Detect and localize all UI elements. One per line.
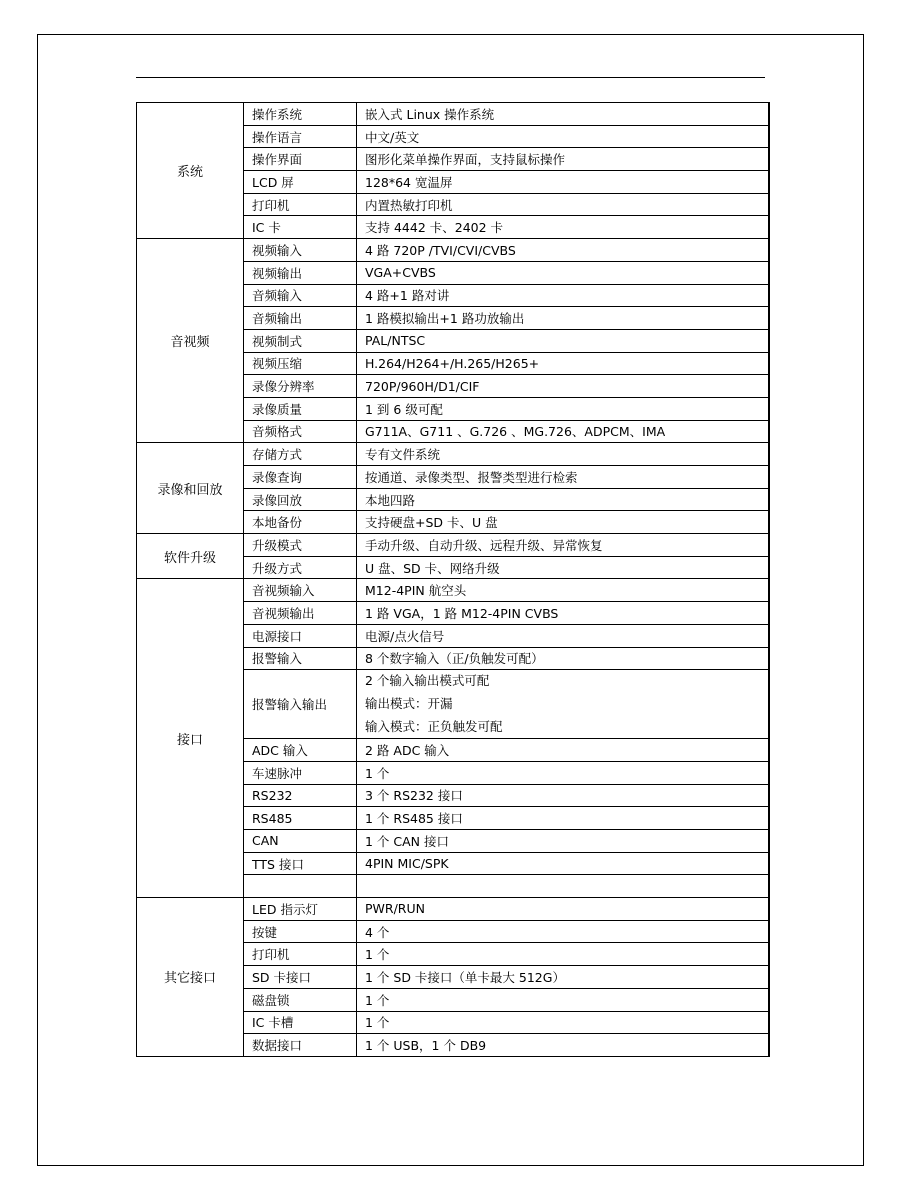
item-cell: 操作语言 — [244, 125, 357, 148]
value-cell: 4 路 720P /TVI/CVI/CVBS — [357, 239, 769, 262]
value-cell: 专有文件系统 — [357, 443, 769, 466]
table-row — [137, 534, 769, 557]
table-row — [137, 239, 769, 262]
value-cell: 支持 4442 卡、2402 卡 — [357, 216, 769, 239]
item-cell: 视频压缩 — [244, 352, 357, 375]
value-cell: 2 路 ADC 输入 — [357, 739, 769, 762]
value-cell: 1 个 SD 卡接口（单卡最大 512G） — [357, 966, 769, 989]
value-cell — [357, 875, 769, 898]
value-cell: 手动升级、自动升级、远程升级、异常恢复 — [357, 534, 769, 557]
category-cell: 音视频 — [137, 239, 244, 443]
item-cell: 音频格式 — [244, 420, 357, 443]
item-cell — [244, 875, 357, 898]
item-cell: 视频制式 — [244, 329, 357, 352]
value-cell: 电源/点火信号 — [357, 624, 769, 647]
item-cell: 录像查询 — [244, 466, 357, 489]
item-cell: ADC 输入 — [244, 739, 357, 762]
item-cell: 操作系统 — [244, 103, 357, 126]
table-row — [137, 443, 769, 466]
item-cell: 磁盘锁 — [244, 988, 357, 1011]
header-rule — [136, 77, 765, 78]
item-cell: RS232 — [244, 784, 357, 807]
value-cell: 嵌入式 Linux 操作系统 — [357, 103, 769, 126]
value-cell: VGA+CVBS — [357, 261, 769, 284]
item-cell: 视频输出 — [244, 261, 357, 284]
value-cell: 内置热敏打印机 — [357, 193, 769, 216]
value-cell: 1 个 RS485 接口 — [357, 807, 769, 830]
value-cell: 1 个 CAN 接口 — [357, 830, 769, 853]
value-cell: 4PIN MIC/SPK — [357, 852, 769, 875]
item-cell: 本地备份 — [244, 511, 357, 534]
value-cell: 1 个 — [357, 1011, 769, 1034]
item-cell: 报警输入 — [244, 647, 357, 670]
item-cell: SD 卡接口 — [244, 966, 357, 989]
category-cell: 其它接口 — [137, 898, 244, 1057]
value-cell: 中文/英文 — [357, 125, 769, 148]
item-cell: IC 卡 — [244, 216, 357, 239]
value-cell: 1 个 — [357, 943, 769, 966]
item-cell: CAN — [244, 830, 357, 853]
table-row — [137, 103, 769, 126]
item-cell: LCD 屏 — [244, 171, 357, 194]
value-cell: 3 个 RS232 接口 — [357, 784, 769, 807]
value-cell: 128*64 宽温屏 — [357, 171, 769, 194]
item-cell: 打印机 — [244, 943, 357, 966]
item-cell: 音频输出 — [244, 307, 357, 330]
item-cell: 升级模式 — [244, 534, 357, 557]
category-cell: 录像和回放 — [137, 443, 244, 534]
category-cell: 接口 — [137, 579, 244, 898]
value-cell: 本地四路 — [357, 488, 769, 511]
item-cell: 音视频输入 — [244, 579, 357, 602]
value-cell: 4 个 — [357, 920, 769, 943]
item-cell: 数据接口 — [244, 1034, 357, 1057]
value-cell: 1 到 6 级可配 — [357, 397, 769, 420]
item-cell: 录像回放 — [244, 488, 357, 511]
value-cell: 4 路+1 路对讲 — [357, 284, 769, 307]
value-line: 输入模式：正负触发可配 — [365, 718, 503, 734]
value-cell: 图形化菜单操作界面，支持鼠标操作 — [357, 148, 769, 171]
item-cell: 录像分辨率 — [244, 375, 357, 398]
item-cell: 音视频输出 — [244, 602, 357, 625]
value-cell: PAL/NTSC — [357, 329, 769, 352]
item-cell: 打印机 — [244, 193, 357, 216]
item-cell: 音频输入 — [244, 284, 357, 307]
item-cell: 报警输入输出 — [244, 670, 357, 739]
item-cell: 录像质量 — [244, 397, 357, 420]
item-cell: 按键 — [244, 920, 357, 943]
value-line: 2 个输入输出模式可配 — [365, 673, 490, 689]
item-cell: 存储方式 — [244, 443, 357, 466]
value-cell: M12-4PIN 航空头 — [357, 579, 769, 602]
item-cell: 视频输入 — [244, 239, 357, 262]
value-cell — [357, 670, 769, 739]
category-cell: 软件升级 — [137, 534, 244, 579]
item-cell: 电源接口 — [244, 624, 357, 647]
value-cell: 1 个 — [357, 988, 769, 1011]
value-cell: H.264/H264+/H.265/H265+ — [357, 352, 769, 375]
item-cell: 操作界面 — [244, 148, 357, 171]
value-cell: PWR/RUN — [357, 898, 769, 921]
value-cell: 支持硬盘+SD 卡、U 盘 — [357, 511, 769, 534]
value-line: 输出模式：开漏 — [365, 695, 453, 711]
table-row — [137, 579, 769, 602]
value-cell: 1 路 VGA，1 路 M12-4PIN CVBS — [357, 602, 769, 625]
item-cell: IC 卡槽 — [244, 1011, 357, 1034]
item-cell: 车速脉冲 — [244, 761, 357, 784]
value-cell: G711A、G711 、G.726 、MG.726、ADPCM、IMA — [357, 420, 769, 443]
item-cell: TTS 接口 — [244, 852, 357, 875]
spec-table — [136, 102, 770, 1057]
table-row — [137, 898, 769, 921]
spec-table-body — [137, 103, 769, 1057]
value-cell: 1 路模拟输出+1 路功放输出 — [357, 307, 769, 330]
item-cell: RS485 — [244, 807, 357, 830]
item-cell: LED 指示灯 — [244, 898, 357, 921]
value-cell: 按通道、录像类型、报警类型进行检索 — [357, 466, 769, 489]
value-cell: U 盘、SD 卡、网络升级 — [357, 556, 769, 579]
category-cell: 系统 — [137, 103, 244, 239]
item-cell: 升级方式 — [244, 556, 357, 579]
value-cell: 8 个数字输入（正/负触发可配） — [357, 647, 769, 670]
value-cell: 720P/960H/D1/CIF — [357, 375, 769, 398]
value-cell: 1 个 USB，1 个 DB9 — [357, 1034, 769, 1057]
value-cell: 1 个 — [357, 761, 769, 784]
